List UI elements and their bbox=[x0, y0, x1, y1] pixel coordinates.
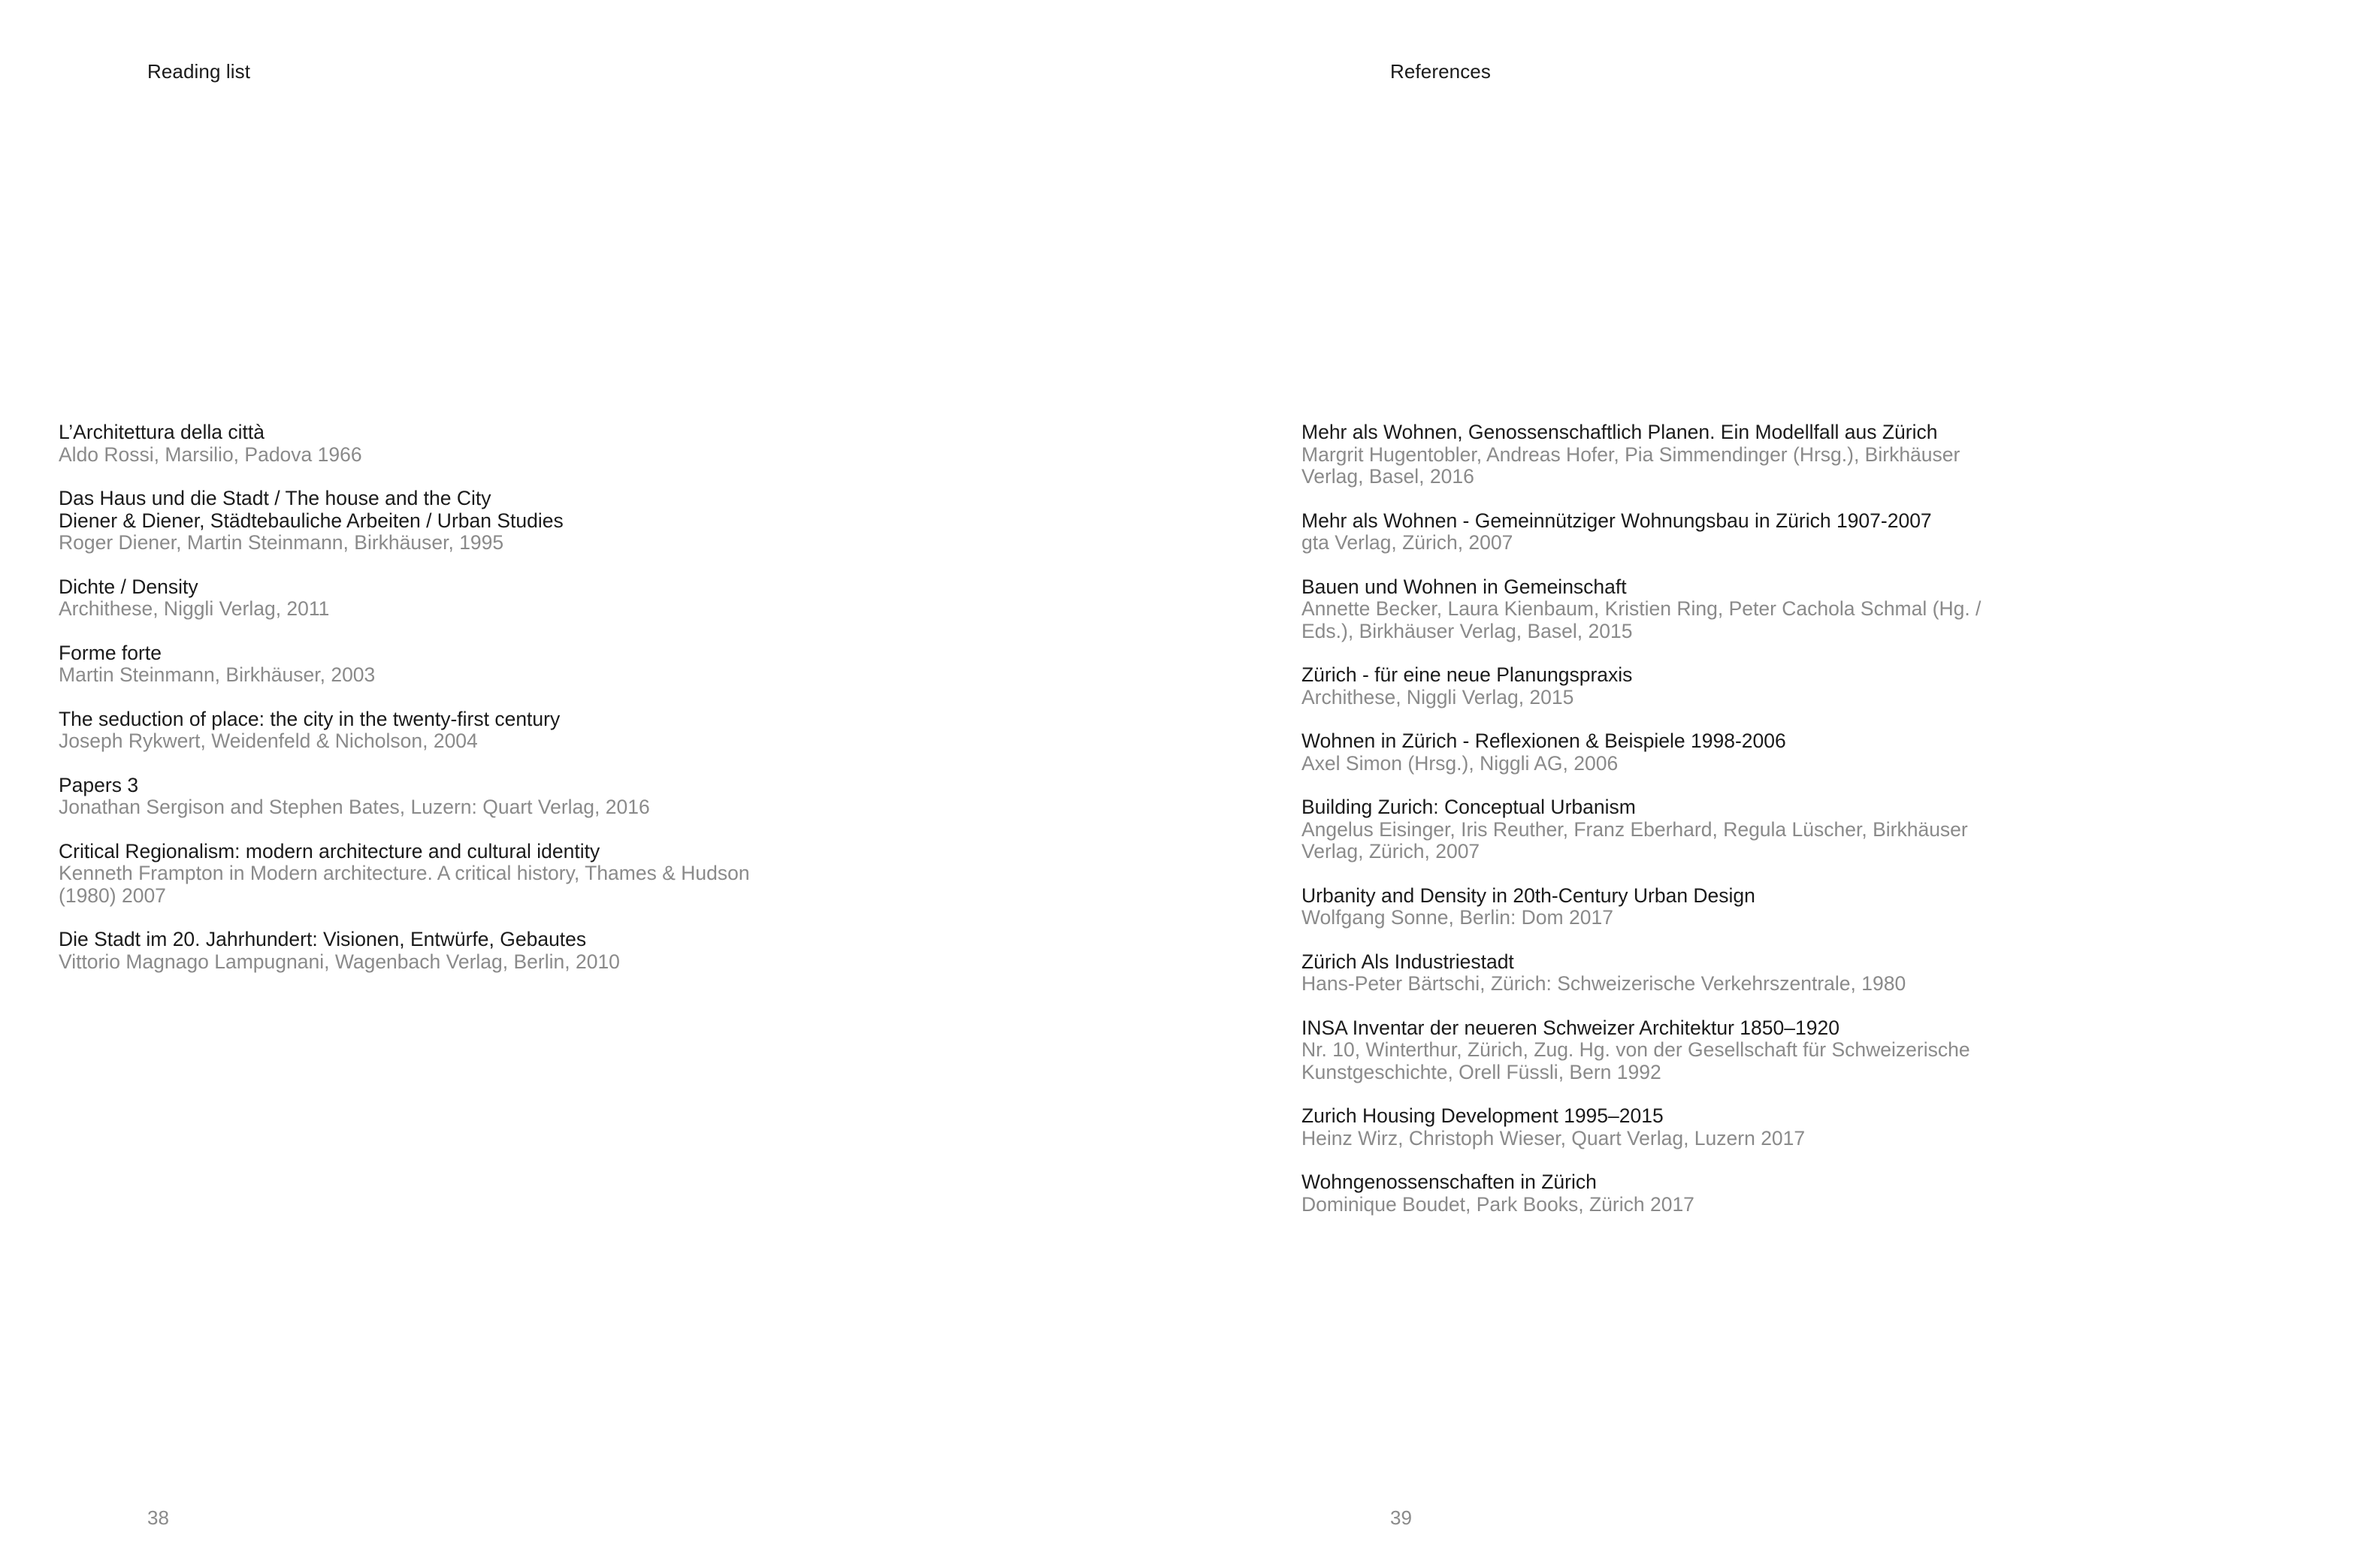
list-item bbox=[59, 929, 803, 973]
list-item bbox=[59, 708, 803, 753]
entry-meta: Margrit Hugentobler, Andreas Hofer, Pia Simmendinger (Hrsg.), Birkhäuser Verlag, Basel, 2016 bbox=[1301, 443, 1960, 488]
list-item bbox=[59, 775, 803, 819]
list-item bbox=[1301, 730, 2023, 775]
list-item bbox=[1301, 510, 2023, 554]
list-item bbox=[1301, 885, 2023, 929]
entry-title: Dichte / Density bbox=[59, 575, 198, 598]
entry-meta: Heinz Wirz, Christoph Wieser, Quart Verlag, Luzern 2017 bbox=[1301, 1126, 1806, 1150]
list-item bbox=[1301, 664, 2023, 708]
entry-title: Forme forte bbox=[59, 641, 162, 664]
list-item bbox=[59, 576, 803, 621]
entry-title-line-2: Diener & Diener, Städtebauliche Arbeiten / Urban Studies bbox=[59, 509, 564, 532]
entry-meta: Kenneth Frampton in Modern architecture. A critical history, Thames & Hudson (1980) 2007 bbox=[59, 862, 750, 907]
list-item bbox=[1301, 1171, 2023, 1216]
entry-meta: Martin Steinmann, Birkhäuser, 2003 bbox=[59, 663, 376, 686]
list-item bbox=[1301, 576, 2023, 643]
entry-title: Mehr als Wohnen, Genossenschaftlich Planen. Ein Modellfall aus Zürich bbox=[1301, 421, 1938, 443]
entry-title: Zürich - für eine neue Planungspraxis bbox=[1301, 663, 1633, 686]
entry-title: Critical Regionalism: modern architecture and cultural identity bbox=[59, 839, 600, 863]
list-item bbox=[59, 488, 803, 554]
entry-meta: Roger Diener, Martin Steinmann, Birkhäuser, 1995 bbox=[59, 531, 504, 554]
entry-meta: Wolfgang Sonne, Berlin: Dom 2017 bbox=[1301, 906, 1613, 929]
entry-meta: Aldo Rossi, Marsilio, Padova 1966 bbox=[59, 443, 362, 466]
entry-title: Papers 3 bbox=[59, 773, 139, 796]
list-item bbox=[59, 642, 803, 687]
entry-meta: Jonathan Sergison and Stephen Bates, Luzern: Quart Verlag, 2016 bbox=[59, 796, 650, 818]
entry-title: Die Stadt im 20. Jahrhundert: Visionen, Entwürfe, Gebautes bbox=[59, 928, 587, 950]
list-item bbox=[1301, 951, 2023, 995]
list-item bbox=[59, 421, 803, 466]
entry-meta: Joseph Rykwert, Weidenfeld & Nicholson, 2004 bbox=[59, 730, 478, 752]
reading-list bbox=[59, 421, 803, 995]
running-head-reading-list: Reading list bbox=[147, 60, 251, 83]
entry-title: Zurich Housing Development 1995–2015 bbox=[1301, 1104, 1664, 1127]
entry-title: Wohnen in Zürich - Reflexionen & Beispiele 1998-2006 bbox=[1301, 730, 1786, 752]
running-head-references: References bbox=[1390, 60, 1491, 83]
list-item bbox=[1301, 796, 2023, 863]
entry-title: L’Architettura della città bbox=[59, 421, 265, 443]
entry-title: The seduction of place: the city in the twenty-first century bbox=[59, 707, 561, 730]
page-number-right: 39 bbox=[1390, 1506, 1412, 1529]
entry-title: Zürich Als Industriestadt bbox=[1301, 950, 1514, 973]
entry-meta: Nr. 10, Winterthur, Zürich, Zug. Hg. von der Gesellschaft für Schweizerische Kunstgeschichte, Orell Füssli, Bern 1992 bbox=[1301, 1038, 1970, 1083]
entry-meta: gta Verlag, Zürich, 2007 bbox=[1301, 531, 1513, 554]
entry-title: Urbanity and Density in 20th-Century Urban Design bbox=[1301, 884, 1755, 907]
list-item bbox=[59, 841, 803, 908]
page-number-left: 38 bbox=[147, 1506, 169, 1529]
entry-title: Bauen und Wohnen in Gemeinschaft bbox=[1301, 575, 1627, 598]
list-item bbox=[1301, 1017, 2023, 1084]
entry-meta: Archithese, Niggli Verlag, 2011 bbox=[59, 597, 330, 620]
entry-title: INSA Inventar der neueren Schweizer Architektur 1850–1920 bbox=[1301, 1016, 1839, 1039]
entry-title: Wohngenossenschaften in Zürich bbox=[1301, 1171, 1597, 1193]
entry-meta: Dominique Boudet, Park Books, Zürich 2017 bbox=[1301, 1192, 1694, 1216]
entry-meta: Axel Simon (Hrsg.), Niggli AG, 2006 bbox=[1301, 751, 1619, 775]
entry-title: Building Zurich: Conceptual Urbanism bbox=[1301, 796, 1636, 818]
right-page bbox=[1184, 0, 2367, 1568]
entry-title: Mehr als Wohnen - Gemeinnütziger Wohnungsbau in Zürich 1907-2007 bbox=[1301, 509, 1932, 532]
list-item bbox=[1301, 1105, 2023, 1150]
entry-meta: Angelus Eisinger, Iris Reuther, Franz Eberhard, Regula Lüscher, Birkhäuser Verlag, Zürich, 2007 bbox=[1301, 817, 1968, 863]
entry-meta: Archithese, Niggli Verlag, 2015 bbox=[1301, 685, 1574, 708]
entry-meta: Vittorio Magnago Lampugnani, Wagenbach Verlag, Berlin, 2010 bbox=[59, 950, 620, 973]
entry-title: Das Haus und die Stadt / The house and the City bbox=[59, 487, 491, 509]
list-item bbox=[1301, 421, 2023, 488]
entry-meta: Annette Becker, Laura Kienbaum, Kristien Ring, Peter Cachola Schmal (Hg. / Eds.), Birkhäuser Verlag, Basel, 2015 bbox=[1301, 597, 1982, 642]
references-list bbox=[1301, 421, 2023, 1237]
entry-meta: Hans-Peter Bärtschi, Zürich: Schweizerische Verkehrszentrale, 1980 bbox=[1301, 972, 1906, 995]
